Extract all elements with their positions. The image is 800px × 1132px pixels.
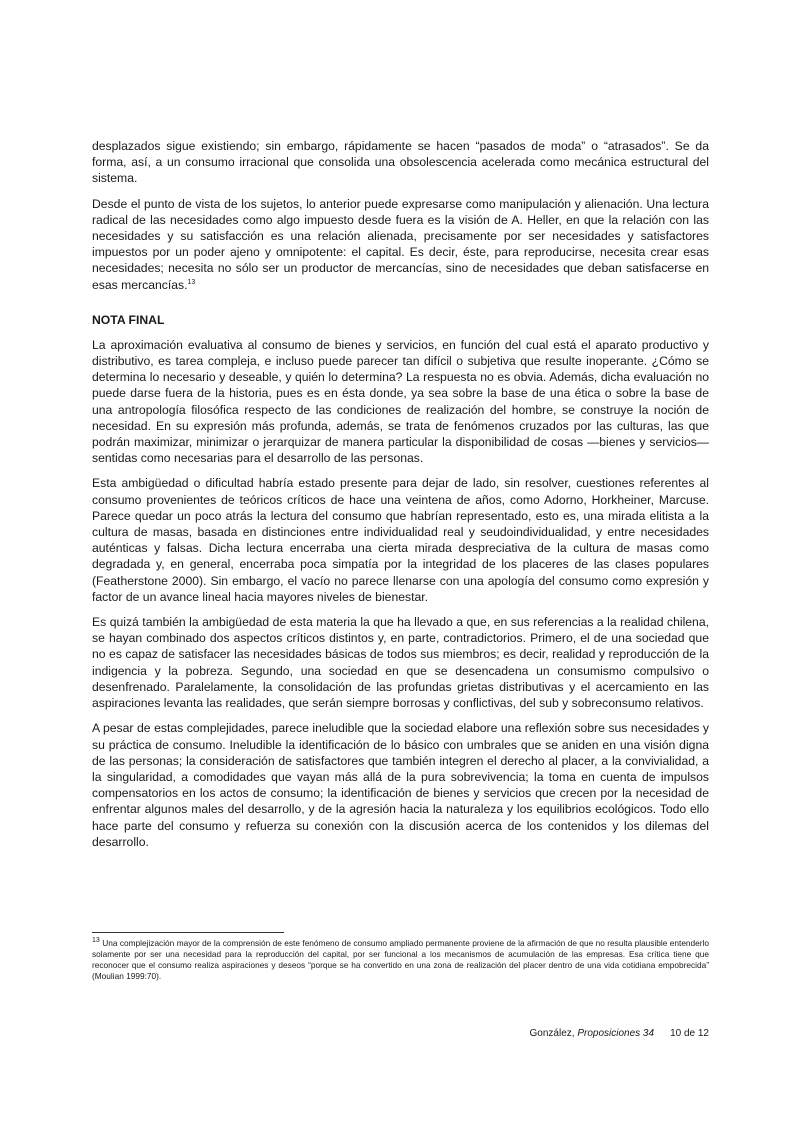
footnote-number: 13	[92, 937, 100, 945]
section-heading: NOTA FINAL	[92, 312, 165, 327]
paragraph-3: La aproximación evaluativa al consumo de bienes y servicios, en función del cual está el aparato productivo y distributivo, es tarea compleja, e incluso puede parecer tan difícil o subjetiva que resulte inoperante. ¿Cómo se determina lo necesario y deseable, y quién lo determina? La respuesta no es obvia. Además, dicha evaluación no puede darse fuera de la historia, pues es en ésta donde, ya sea sobre la base de una ética o sobre la base de una antropología filosófica respecto de las condiciones de realización del hombre, se construye la noción de necesidad. En su expresión más profunda, además, se trata de fenómenos cruzados por las culturas, las que podrán maximizar, minimizar o jerarquizar de manera particular la disponibilidad de cosas —bienes y servicios— sentidas como necesarias para el desarrollo de las personas.	[92, 337, 709, 466]
page-body	[92, 138, 709, 859]
paragraph-5: Es quizá también la ambigüedad de esta materia la que ha llevado a que, en sus referencias a la realidad chilena, se hayan combinado dos aspectos críticos distintos y, en parte, contradictorios. Primero, el de una sociedad que no es capaz de satisfacer las necesidades básicas de todos sus miembros; es decir, realidad y reproducción de la indigencia y la pobreza. Segundo, una sociedad en que se desencadena un consumismo compulsivo o desenfrenado. Paralelamente, la consolidación de las profundas grietas distributivas y el acercamiento en las aspiraciones levanta las realidades, que serán siempre borrosas y conflictivas, del sub y sobreconsumo relativos.	[92, 615, 709, 711]
footnote-separator	[92, 932, 284, 933]
footer-author: González,	[529, 1028, 575, 1039]
paragraph-1: desplazados sigue existiendo; sin embargo, rápidamente se hacen “pasados de moda” o “atrasados”. Se da forma, así, a un consumo irracional que consolida una obsolescencia acelerada como mecánica estructural del sistema.	[92, 139, 709, 186]
footnote-ref-13[interactable]: 13	[187, 278, 196, 286]
paragraph-2-text: Desde el punto de vista de los sujetos, lo anterior puede expresarse como manipulación y alienación. Una lectura radical de las necesidades como algo impuesto desde fuera es la visión de A. Heller, en que la relación con las necesidades y su satisfacción es una relación alienada, precisamente por ser necesidades y satisfactores impuestos por un poder ajeno y omnipotente: el capital. Es decir, éste, para reproducirse, necesita crear esas necesidades; necesita no sólo ser un productor de mercancías, sino de necesidades que deban satisfacerse en esas mercancías.	[92, 196, 709, 292]
paragraph-6: A pesar de estas complejidades, parece ineludible que la sociedad elabore una reflexión sobre sus necesidades y su práctica de consumo. Ineludible la identificación de lo básico con umbrales que se aniden en una visión digna de las personas; la consideración de satisfactores que también integren el derecho al placer, a la convivialidad, a la singularidad, a comodidades que vayan más allá de la pura sobrevivencia; la toma en cuenta de impulsos compensatorios en los actos de consumo; la identificación de bienes y servicios que crecen por la necesidad de enfrentar algunos males del desarrollo, y de la agresión hacia la naturaleza y los equilibrios ecológicos. Todo ello hace parte del consumo y refuerza su conexión con la discusión acerca de los contenidos y los dilemas del desarrollo.	[92, 721, 709, 849]
footnote-13	[92, 938, 709, 982]
page-number: 10 de 12	[670, 1028, 709, 1039]
footnote-text: Una complejización mayor de la comprensión de este fenómeno de consumo ampliado permanente proviene de la afirmación de que no resulta plausible entenderlo solamente por ser una necesidad para la reproducción del capital, por ser funcional a los mecanismos de acumulación de las empresas. Esa crítica tiene que reconocer que el consumo realiza aspiraciones y deseos “porque se ha convertido en una zona de realización del placer dentro de una vida cotidiana empobrecida” (Moulian 1999:70).	[92, 938, 709, 981]
page-footer	[530, 1028, 709, 1040]
paragraph-2	[92, 196, 709, 293]
footer-journal: Proposiciones 34	[577, 1028, 655, 1039]
paragraph-4: Esta ambigüedad o dificultad habría estado presente para dejar de lado, sin resolver, cuestiones referentes al consumo provenientes de teóricos críticos de hace una veintena de años, como Adorno, Horkheiner, Marcuse. Parece quedar un poco atrás la lectura del consumo que habrían representado, esto es, una mirada elitista a la cultura de masas, basada en distinciones entre individualidad real y seudoindividualidad, y entre necesidades auténticas y falsas. Dicha lectura encerraba una cierta mirada despreciativa de la cultura de masas como degradada y, en general, encerraba poca simpatía por la integridad de los placeres de las clases populares (Featherstone 2000). Sin embargo, el vacío no parece llenarse con una apología del consumo como expresión y factor de un avance lineal hacia mayores niveles de bienestar.	[92, 476, 709, 604]
